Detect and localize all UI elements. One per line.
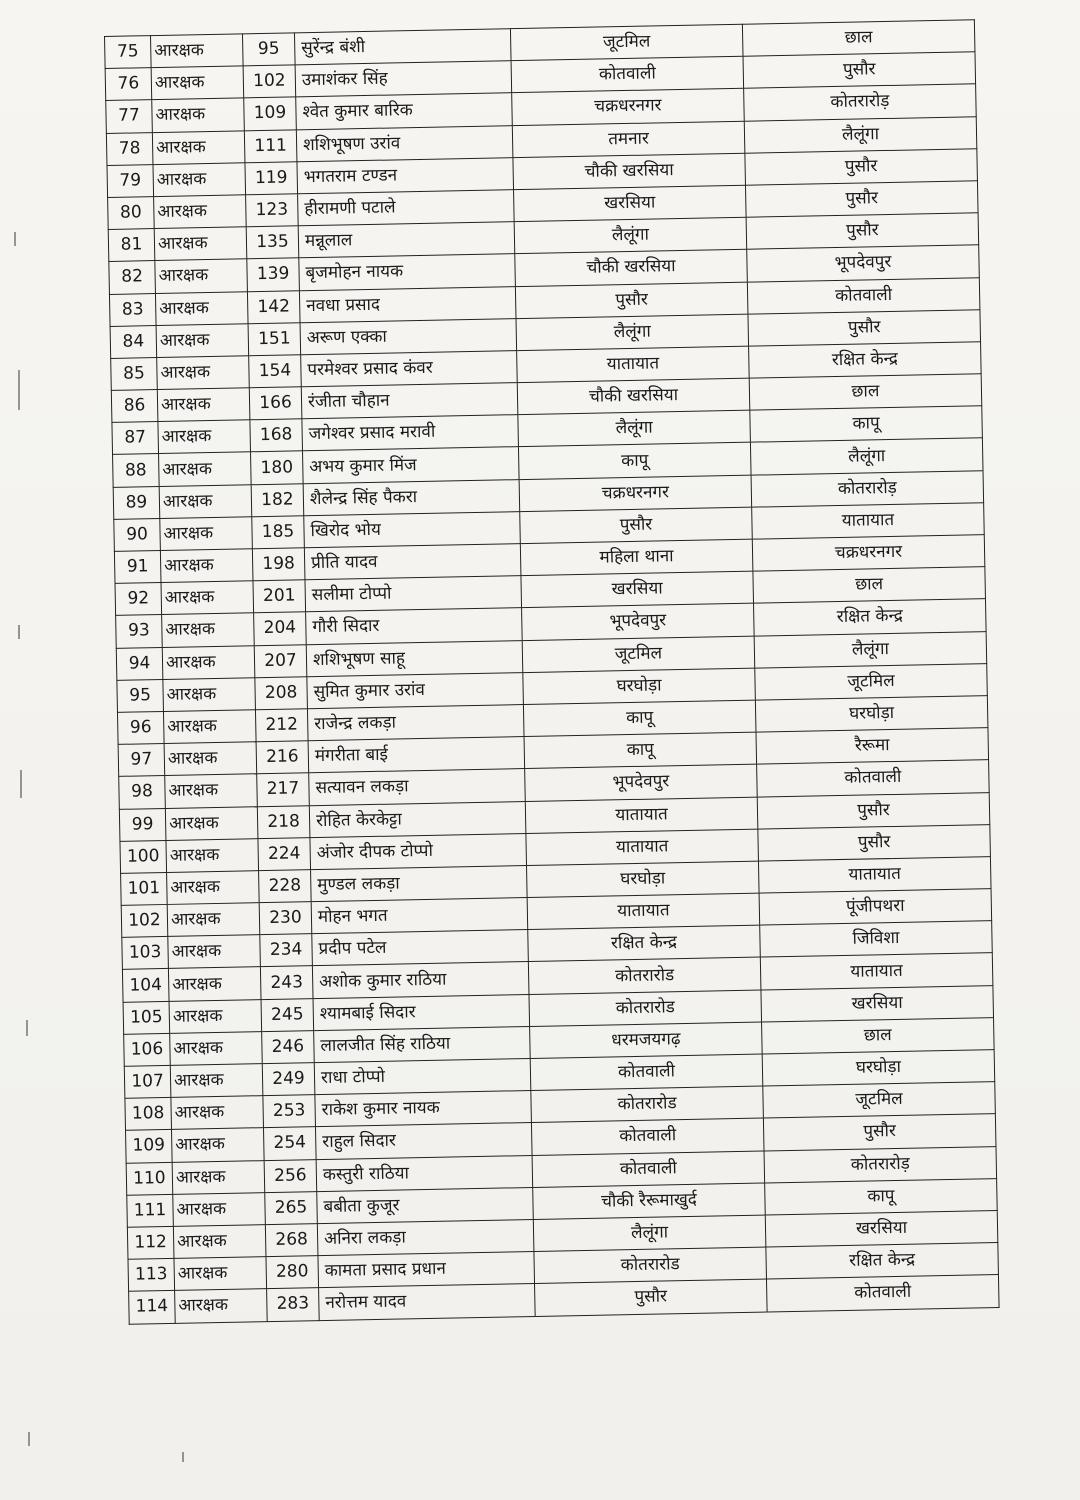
name-cell: नवधा प्रसाद xyxy=(299,286,516,322)
name-cell: खिरोद भोय xyxy=(304,511,521,547)
badge-number-cell: 139 xyxy=(247,258,300,291)
serial-number-cell: 107 xyxy=(124,1065,171,1098)
rank-cell: आरक्षक xyxy=(153,163,246,197)
badge-number-cell: 265 xyxy=(265,1191,318,1224)
badge-number-cell: 212 xyxy=(255,709,308,742)
posted-to-cell: छाल xyxy=(762,1017,995,1054)
serial-number-cell: 114 xyxy=(129,1291,176,1324)
name-cell: उमाशंकर सिंह xyxy=(295,61,512,97)
serial-number-cell: 86 xyxy=(111,390,158,423)
serial-number-cell: 110 xyxy=(126,1162,173,1195)
rank-cell: आरक्षक xyxy=(152,130,245,164)
rank-cell: आरक्षक xyxy=(173,1225,266,1259)
posted-from-cell: घरघोड़ा xyxy=(527,861,760,898)
posted-from-cell: जूटमिल xyxy=(522,636,755,673)
serial-number-cell: 77 xyxy=(106,100,153,133)
serial-number-cell: 84 xyxy=(110,325,157,358)
serial-number-cell: 91 xyxy=(114,551,161,584)
posted-to-cell: पुसौर xyxy=(745,181,978,218)
rank-cell: आरक्षक xyxy=(152,98,245,132)
badge-number-cell: 135 xyxy=(246,226,299,259)
scan-mark xyxy=(20,770,22,798)
posted-to-cell: कोतवाली xyxy=(766,1275,999,1312)
posted-to-cell: रक्षित केन्द्र xyxy=(754,599,987,636)
serial-number-cell: 96 xyxy=(117,711,164,744)
posted-from-cell: कोतरारोड xyxy=(529,990,762,1027)
posted-from-cell: चक्रधरनगर xyxy=(519,475,752,512)
posted-from-cell: यातायात xyxy=(525,797,758,834)
badge-number-cell: 119 xyxy=(245,162,298,195)
serial-number-cell: 102 xyxy=(121,905,168,938)
serial-number-cell: 83 xyxy=(109,293,156,326)
transfer-table-body xyxy=(105,20,1000,1324)
posted-from-cell: कोतवाली xyxy=(532,1151,765,1188)
badge-number-cell: 243 xyxy=(260,966,313,999)
posted-to-cell: कोतवाली xyxy=(747,277,980,314)
posted-from-cell: खरसिया xyxy=(514,185,747,222)
name-cell: रंजीता चौहान xyxy=(301,383,518,419)
posted-from-cell: धरमजयगढ़ xyxy=(530,1022,763,1059)
posted-to-cell: लैलूंगा xyxy=(754,631,987,668)
posted-to-cell: भूपदेवपुर xyxy=(747,245,980,282)
rank-cell: आरक्षक xyxy=(169,999,262,1033)
posted-from-cell: भूपदेवपुर xyxy=(525,764,758,801)
posted-from-cell: लैलूंगा xyxy=(518,410,751,447)
posted-from-cell: कापू xyxy=(523,700,756,737)
rank-cell: आरक्षक xyxy=(173,1192,266,1226)
posted-from-cell: लैलूंगा xyxy=(514,217,747,254)
posted-to-cell: पुसौर xyxy=(745,149,978,186)
rank-cell: आरक्षक xyxy=(165,806,258,840)
posted-to-cell: घरघोड़ा xyxy=(755,696,988,733)
badge-number-cell: 109 xyxy=(244,97,297,130)
rank-cell: आरक्षक xyxy=(151,34,244,68)
name-cell: गौरी सिदार xyxy=(306,608,523,644)
posted-to-cell: जूटमिल xyxy=(763,1082,996,1119)
rank-cell: आरक्षक xyxy=(161,581,254,615)
badge-number-cell: 234 xyxy=(260,934,313,967)
serial-number-cell: 105 xyxy=(123,1001,170,1034)
posted-from-cell: जूटमिल xyxy=(510,24,743,61)
posted-to-cell: घरघोड़ा xyxy=(762,1050,995,1087)
posted-from-cell: यातायात xyxy=(517,346,750,383)
rank-cell: आरक्षक xyxy=(165,774,258,808)
posted-to-cell: रक्षित केन्द्र xyxy=(766,1243,999,1280)
name-cell: प्रीति यादव xyxy=(304,544,521,580)
posted-from-cell: कोतरारोड xyxy=(528,958,761,995)
posted-to-cell: जिविशा xyxy=(760,921,993,958)
serial-number-cell: 79 xyxy=(107,164,154,197)
posted-to-cell: रैरूमा xyxy=(756,728,989,765)
rank-cell: आरक्षक xyxy=(159,484,252,518)
posted-from-cell: कोतरारोड xyxy=(534,1247,767,1284)
badge-number-cell: 168 xyxy=(250,419,303,452)
posted-to-cell: चक्रधरनगर xyxy=(752,535,985,572)
badge-number-cell: 154 xyxy=(249,355,302,388)
serial-number-cell: 109 xyxy=(126,1130,173,1163)
badge-number-cell: 217 xyxy=(257,773,310,806)
scan-mark xyxy=(28,1432,30,1446)
serial-number-cell: 78 xyxy=(106,132,153,165)
serial-number-cell: 97 xyxy=(118,744,165,777)
badge-number-cell: 185 xyxy=(252,516,305,549)
posted-from-cell: भूपदेवपुर xyxy=(522,604,755,641)
rank-cell: आरक्षक xyxy=(156,323,249,357)
name-cell: राकेश कुमार नायक xyxy=(315,1091,532,1127)
scan-mark xyxy=(182,1452,184,1462)
name-cell: प्रदीप पटेल xyxy=(312,930,529,966)
rank-cell: आरक्षक xyxy=(164,742,257,776)
rank-cell: आरक्षक xyxy=(160,549,253,583)
badge-number-cell: 142 xyxy=(247,290,300,323)
name-cell: राहुल सिदार xyxy=(315,1123,532,1159)
badge-number-cell: 201 xyxy=(253,580,306,613)
serial-number-cell: 108 xyxy=(125,1098,172,1131)
posted-to-cell: पूंजीपथरा xyxy=(759,889,992,926)
posted-to-cell: कोतरारोड़ xyxy=(751,470,984,507)
posted-to-cell: कोतरारोड़ xyxy=(744,84,977,121)
badge-number-cell: 102 xyxy=(243,65,296,98)
posted-from-cell: कोतवाली xyxy=(530,1054,763,1091)
serial-number-cell: 113 xyxy=(128,1259,175,1292)
badge-number-cell: 111 xyxy=(244,129,297,162)
rank-cell: आरक्षक xyxy=(157,388,250,422)
scan-mark xyxy=(14,232,16,246)
badge-number-cell: 230 xyxy=(259,902,312,935)
badge-number-cell: 216 xyxy=(256,741,309,774)
rank-cell: आरक्षक xyxy=(155,259,248,293)
badge-number-cell: 224 xyxy=(258,837,311,870)
badge-number-cell: 180 xyxy=(251,451,304,484)
name-cell: राजेन्द्र लकड़ा xyxy=(307,705,524,741)
serial-number-cell: 93 xyxy=(116,615,163,648)
rank-cell: आरक्षक xyxy=(154,195,247,229)
posted-from-cell: यातायात xyxy=(526,829,759,866)
serial-number-cell: 75 xyxy=(105,36,152,69)
serial-number-cell: 88 xyxy=(113,454,160,487)
posted-to-cell: पुसौर xyxy=(757,792,990,829)
posted-from-cell: घरघोड़ा xyxy=(523,668,756,705)
serial-number-cell: 89 xyxy=(113,486,160,519)
badge-number-cell: 166 xyxy=(249,387,302,420)
rank-cell: आरक्षक xyxy=(174,1257,267,1291)
badge-number-cell: 228 xyxy=(259,870,312,903)
name-cell: कस्तुरी राठिया xyxy=(316,1155,533,1191)
rank-cell: आरक्षक xyxy=(162,645,255,679)
posted-to-cell: लैलूंगा xyxy=(744,116,977,153)
serial-number-cell: 98 xyxy=(119,776,166,809)
rank-cell: आरक्षक xyxy=(167,903,260,937)
badge-number-cell: 268 xyxy=(265,1224,318,1257)
posted-to-cell: यातायात xyxy=(758,857,991,894)
serial-number-cell: 112 xyxy=(127,1226,174,1259)
serial-number-cell: 111 xyxy=(127,1194,174,1227)
serial-number-cell: 76 xyxy=(105,68,152,101)
rank-cell: आरक्षक xyxy=(166,838,259,872)
badge-number-cell: 151 xyxy=(248,322,301,355)
rank-cell: आरक्षक xyxy=(163,710,256,744)
name-cell: मंगरीता बाई xyxy=(308,737,525,773)
posted-from-cell: कापू xyxy=(518,443,751,480)
posted-to-cell: खरसिया xyxy=(761,985,994,1022)
posted-from-cell: महिला थाना xyxy=(520,539,753,576)
scan-mark xyxy=(18,625,20,639)
name-cell: रोहित केरकेट्टा xyxy=(309,801,526,837)
posted-from-cell: चौकी रैरूमाखुर्द xyxy=(533,1183,766,1220)
badge-number-cell: 95 xyxy=(242,33,295,66)
serial-number-cell: 82 xyxy=(109,261,156,294)
posted-from-cell: कोतरारोड xyxy=(531,1086,764,1123)
serial-number-cell: 92 xyxy=(115,583,162,616)
rank-cell: आरक्षक xyxy=(167,871,260,905)
badge-number-cell: 182 xyxy=(251,483,304,516)
serial-number-cell: 100 xyxy=(120,840,167,873)
serial-number-cell: 87 xyxy=(112,422,159,455)
posted-from-cell: पुसौर xyxy=(515,282,748,319)
name-cell: नरोत्तम यादव xyxy=(319,1284,536,1320)
badge-number-cell: 283 xyxy=(267,1288,320,1321)
serial-number-cell: 90 xyxy=(114,518,161,551)
serial-number-cell: 80 xyxy=(108,197,155,230)
posted-to-cell: छाल xyxy=(749,374,982,411)
posted-to-cell: पुसौर xyxy=(748,309,981,346)
rank-cell: आरक्षक xyxy=(160,517,253,551)
rank-cell: आरक्षक xyxy=(158,420,251,454)
name-cell: अभय कुमार मिंज xyxy=(303,447,520,483)
posted-to-cell: कोतरारोड़ xyxy=(764,1146,997,1183)
rank-cell: आरक्षक xyxy=(172,1128,265,1162)
badge-number-cell: 204 xyxy=(254,612,307,645)
posted-to-cell: खरसिया xyxy=(765,1211,998,1248)
posted-to-cell: यातायात xyxy=(760,953,993,990)
name-cell: लालजीत सिंह राठिया xyxy=(314,1026,531,1062)
serial-number-cell: 94 xyxy=(116,647,163,680)
rank-cell: आरक्षक xyxy=(175,1289,268,1323)
badge-number-cell: 253 xyxy=(263,1095,316,1128)
badge-number-cell: 207 xyxy=(254,644,307,677)
posted-to-cell: जूटमिल xyxy=(755,663,988,700)
transfer-list-sheet xyxy=(104,19,999,1324)
badge-number-cell: 245 xyxy=(261,998,314,1031)
name-cell: शशिभूषण उरांव xyxy=(296,125,513,161)
name-cell: श्वेत कुमार बारिक xyxy=(296,93,513,129)
serial-number-cell: 101 xyxy=(121,872,168,905)
badge-number-cell: 280 xyxy=(266,1256,319,1289)
scan-mark xyxy=(26,1020,28,1036)
name-cell: राधा टोप्पो xyxy=(314,1059,531,1095)
name-cell: सुमित कुमार उरांव xyxy=(307,672,524,708)
posted-to-cell: यातायात xyxy=(752,503,985,540)
posted-from-cell: पुसौर xyxy=(520,507,753,544)
badge-number-cell: 208 xyxy=(255,676,308,709)
posted-to-cell: पुसौर xyxy=(758,824,991,861)
badge-number-cell: 246 xyxy=(262,1030,315,1063)
name-cell: श्यामबाई सिदार xyxy=(313,994,530,1030)
name-cell: अशोक कुमार राठिया xyxy=(312,962,529,998)
name-cell: सत्यावन लकड़ा xyxy=(309,769,526,805)
serial-number-cell: 99 xyxy=(119,808,166,841)
posted-from-cell: लैलूंगा xyxy=(533,1215,766,1252)
rank-cell: आरक्षक xyxy=(170,1031,263,1065)
name-cell: अंजोर दीपक टोप्पो xyxy=(310,833,527,869)
name-cell: अनिरा लकड़ा xyxy=(317,1219,534,1255)
posted-from-cell: चक्रधरनगर xyxy=(512,89,745,126)
name-cell: बबीता कुजूर xyxy=(317,1187,534,1223)
badge-number-cell: 123 xyxy=(246,194,299,227)
name-cell: सलीमा टोप्पो xyxy=(305,576,522,612)
posted-from-cell: रक्षित केन्द्र xyxy=(528,925,761,962)
posted-to-cell: छाल xyxy=(753,567,986,604)
name-cell: कामता प्रसाद प्रधान xyxy=(318,1252,535,1288)
posted-to-cell: लैलूंगा xyxy=(750,438,983,475)
posted-from-cell: चौकी खरसिया xyxy=(515,250,748,287)
name-cell: जगेश्वर प्रसाद मरावी xyxy=(302,415,519,451)
posted-to-cell: रक्षित केन्द्र xyxy=(749,342,982,379)
serial-number-cell: 85 xyxy=(111,357,158,390)
posted-to-cell: कापू xyxy=(765,1178,998,1215)
posted-from-cell: चौकी खरसिया xyxy=(513,153,746,190)
serial-number-cell: 106 xyxy=(124,1033,171,1066)
name-cell: शैलेन्द्र सिंह पैकरा xyxy=(303,479,520,515)
posted-to-cell: कोतवाली xyxy=(757,760,990,797)
rank-cell: आरक्षक xyxy=(162,613,255,647)
posted-to-cell: पुसौर xyxy=(743,52,976,89)
posted-from-cell: कोतवाली xyxy=(531,1118,764,1155)
posted-to-cell: छाल xyxy=(742,20,975,57)
serial-number-cell: 81 xyxy=(108,229,155,262)
rank-cell: आरक्षक xyxy=(168,935,261,969)
posted-from-cell: पुसौर xyxy=(535,1279,768,1316)
name-cell: परमेश्वर प्रसाद कंवर xyxy=(301,351,518,387)
name-cell: सुरेंन्द्र बंशी xyxy=(294,29,511,65)
rank-cell: आरक्षक xyxy=(155,291,248,325)
rank-cell: आरक्षक xyxy=(168,967,261,1001)
posted-from-cell: लैलूंगा xyxy=(516,314,749,351)
transfer-table xyxy=(104,19,1000,1324)
rank-cell: आरक्षक xyxy=(154,227,247,261)
posted-to-cell: पुसौर xyxy=(746,213,979,250)
posted-to-cell: कापू xyxy=(750,406,983,443)
posted-from-cell: खरसिया xyxy=(521,571,754,608)
name-cell: शशिभूषण साहू xyxy=(306,640,523,676)
posted-from-cell: चौकी खरसिया xyxy=(517,378,750,415)
scan-mark xyxy=(18,370,20,410)
rank-cell: आरक्षक xyxy=(159,452,252,486)
badge-number-cell: 249 xyxy=(262,1063,315,1096)
name-cell: मोहन भगत xyxy=(311,898,528,934)
name-cell: मुण्डल लकड़ा xyxy=(311,865,528,901)
rank-cell: आरक्षक xyxy=(171,1096,264,1130)
posted-from-cell: तमनार xyxy=(512,121,745,158)
rank-cell: आरक्षक xyxy=(170,1064,263,1098)
badge-number-cell: 256 xyxy=(264,1159,317,1192)
posted-from-cell: यातायात xyxy=(527,893,760,930)
name-cell: हीरामणी पटाले xyxy=(298,190,515,226)
badge-number-cell: 218 xyxy=(257,805,310,838)
rank-cell: आरक्षक xyxy=(151,66,244,100)
serial-number-cell: 103 xyxy=(122,937,169,970)
posted-from-cell: कोतवाली xyxy=(511,56,744,93)
serial-number-cell: 104 xyxy=(122,969,169,1002)
posted-to-cell: पुसौर xyxy=(763,1114,996,1151)
rank-cell: आरक्षक xyxy=(172,1160,265,1194)
name-cell: भगतराम टण्डन xyxy=(297,157,514,193)
name-cell: मन्नूलाल xyxy=(298,222,515,258)
name-cell: बृजमोहन नायक xyxy=(299,254,516,290)
serial-number-cell: 95 xyxy=(117,679,164,712)
badge-number-cell: 198 xyxy=(252,548,305,581)
name-cell: अरूण एक्का xyxy=(300,318,517,354)
rank-cell: आरक्षक xyxy=(157,356,250,390)
rank-cell: आरक्षक xyxy=(163,677,256,711)
posted-from-cell: कापू xyxy=(524,732,757,769)
badge-number-cell: 254 xyxy=(263,1127,316,1160)
